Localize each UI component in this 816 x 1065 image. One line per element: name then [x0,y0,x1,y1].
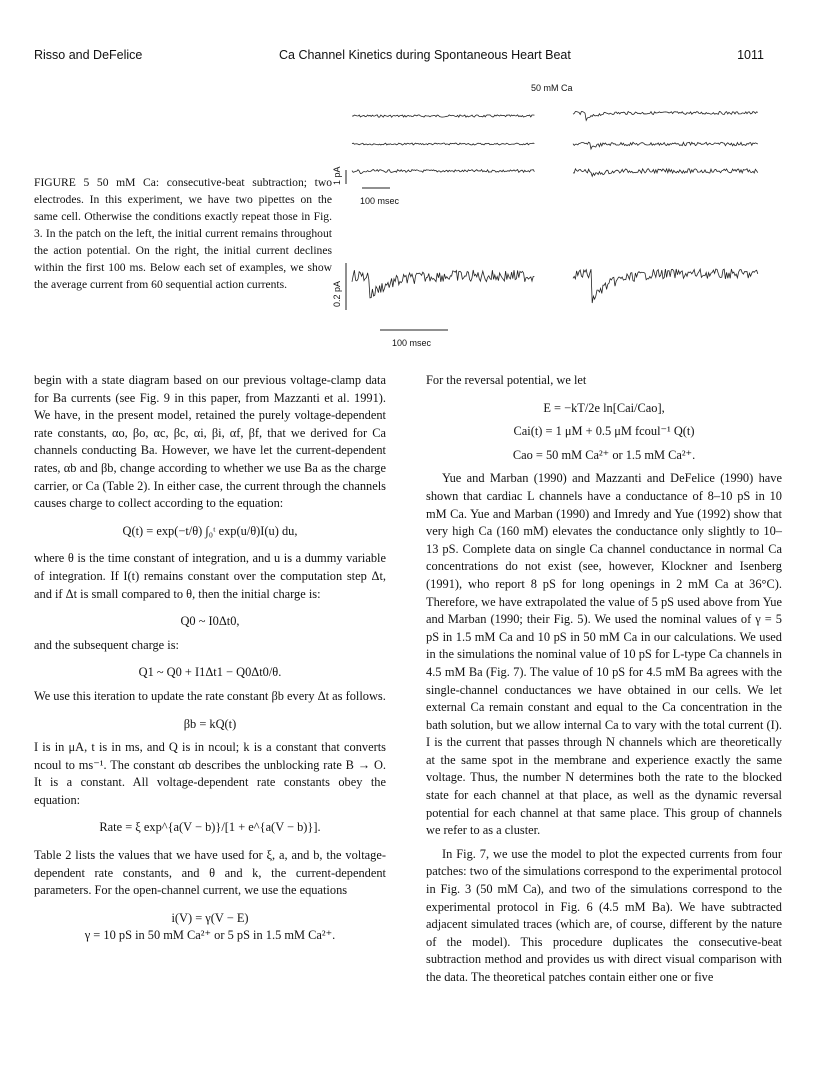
paragraph: We use this iteration to update the rate constant βb every Δt as follows. [34,688,386,703]
current-traces-figure [330,78,790,363]
paragraph: I is in μA, t is in ms, and Q is in ncoul; k is a constant that converts ncoul to ms⁻¹. The constant αb describes the unblocking rate B → O. It is a constant. All voltage-dependent rate constants obey the equation: [34,740,386,807]
paragraph: Table 2 lists the values that we have used for ξ, a, and b, the voltage-dependent rate constants, and θ and k, the current-dependent parameters. For the open-channel current, we use the equations [34,848,386,898]
equation-external-ca: Cao = 50 mM Ca²⁺ or 1.5 mM Ca²⁺. [512,447,696,462]
scale-bar-02pa-label: 0.2 pA [332,280,342,307]
equation-internal-ca: Cai(t) = 1 μM + 0.5 μM fcoul⁻¹ Q(t) [513,424,695,439]
paragraph: begin with a state diagram based on our previous voltage-clamp data for Ba currents (see Fig. 9 in this paper, from Mazzanti et al. 1991). We have, in the present model, retained the purely voltage-dependent rate constants, αo, βo, αc, βc, αi, βi, αf, βf, that we derived for Ca channels conducting Ba. However, we have let the current-dependent rates, αb and βb, change according to whether we use Ba as the charge carrier, or Ca (Table 2). In either case, the current through the channels causes charge to collect according to the equation: [34,373,386,511]
equation-reversal-potential: E = −kT/2e ln[Cai/Cao], [543,400,665,415]
equation-charge-integral: Q(t) = exp(−t/θ) ∫₀ᵗ exp(u/θ)I(u) du, [122,523,298,538]
equation-beta-b: βb = kQ(t) [183,716,237,731]
paragraph: and the subsequent charge is: [34,637,179,652]
scale-bar-100ms-bottom-label: 100 msec [392,338,432,348]
running-header [34,48,764,68]
figure-5 [330,78,790,363]
right-patch-average-trace [573,269,758,303]
paragraph: In Fig. 7, we use the model to plot the expected currents from four patches: two of the simulations correspond to the experimental protocol in Fig. 3 (50 mM Ca), and two of the simulations correspond to the experimental protocol in Fig. 6 (4.5 mM Ba). We have subtracted adjacent simulated traces (which are, of course, different by the nature of the model). This procedure duplicates the consecutive-beat subtraction method and provides us with direct visual comparison with the data. The theoretical patches contain either one or five [426,846,782,984]
figure-caption: FIGURE 5 50 mM Ca: consecutive-beat subtraction; two electrodes. In this experiment, we have two pipettes on the same cell. Otherwise the conditions exactly repeat those in Fig. 3. In the patch on the left, the initial current remains throughout the action potential. On the right, the initial current declines within the first 100 ms. Below each set of examples, we show the average current from 60 sequential action currents. [34,176,332,291]
left-patch-average-trace [352,270,534,298]
paragraph: For the reversal potential, we let [426,373,587,387]
paragraph: where θ is the time constant of integration, and u is a dummy variable of integration. If I(t) remains constant over the computation step Δt, and if Δt is small compared to θ, then the initial charge is: [34,551,386,601]
equation-subsequent-charge: Q1 ~ Q0 + I1Δt1 − Q0Δt0/θ. [138,665,282,680]
right-patch-trace-3 [573,169,758,177]
page-number: 1011 [737,48,764,62]
right-patch-trace-2 [573,142,758,149]
figure-top-label: 50 mM Ca [531,83,573,93]
right-patch-trace-1 [573,112,758,121]
left-patch-trace-1 [352,115,534,117]
equation-rate: Rate = ξ exp^{a(V − b)}/[1 + e^{a(V − b)}]. [99,820,321,835]
scale-bar-100ms-top-label: 100 msec [360,196,400,206]
equation-conductance: γ = 10 pS in 50 mM Ca²⁺ or 5 pS in 1.5 mM Ca²⁺. [84,928,336,943]
header-title: Ca Channel Kinetics during Spontaneous Heart Beat [279,48,571,62]
equation-open-channel-current: i(V) = γ(V − E) [171,910,249,925]
left-patch-trace-2 [352,143,534,145]
left-patch-trace-3 [352,170,534,174]
paragraph: Yue and Marban (1990) and Mazzanti and DeFelice (1990) have shown that cardiac L channels have a conductance of 8–10 pS in 10 mM Ca. Yue and Marban (1990) and Imredy and Yue (1992) show that very high Ca (160 mM) elevates the conductance only slightly to 10–13 pS. Complete data on single Ca channel conductance in normal Ca concentrations do not exist (see, however, Klockner and Isenberg (1991), who report 8 pS for long openings in 2 mM Ca at 36°C). Therefore, we have extrapolated the value of 5 pS used above from Yue and Marban (1990; their Fig. 5). We used the nominal values of γ = 5 pS in 1.5 mM Ca and 10 pS in 50 mM Ca in our calculations. We used in the simulations the nominal value of 10 pS for L-type Ca channels in 4.5 mM Ba (Fig. 7). The value of 10 pS for 4.5 mM Ba agrees with the single-channel conductances we have obtained in our cells. We let external Ca remain constant and equal to the Ca concentration in the bath solution, but we allow internal Ca to vary with the total current (I). I is the current that passes through N channels which are theoretically at the same spot in the membrane and experience exactly the same voltage. Thus, the number N determines both the rate to the blocked state for each channel at that place, as well as the dynamic reversal potential for each channel at that same place. This group of channels we refer to as a cluster. [426,471,782,838]
scale-bar-1pa-label: 1 pA [332,166,342,185]
equation-initial-charge: Q0 ~ I0Δt0, [180,614,240,629]
header-authors: Risso and DeFelice [34,48,143,62]
left-column [34,372,386,945]
right-column [426,372,782,987]
